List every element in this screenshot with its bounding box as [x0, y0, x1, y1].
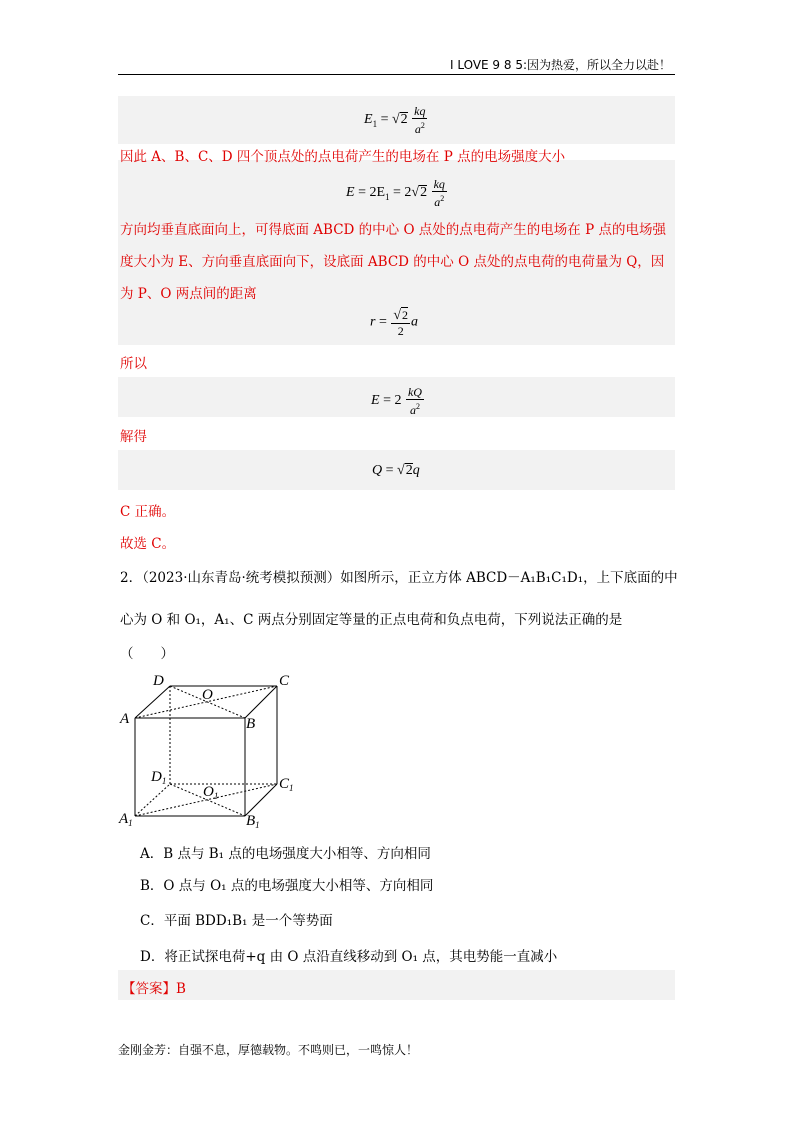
equation-r: r = $\frac{√2}{2}$ a — [370, 308, 419, 338]
label-D: D — [153, 673, 164, 689]
solution-line-4: 为 P、O 两点间的距离 — [120, 286, 257, 302]
label-O: O — [202, 687, 213, 703]
option-a: A．B 点与 B₁ 点的电场强度大小相等、方向相同 — [140, 846, 431, 862]
option-b: B．O 点与 O₁ 点的电场强度大小相等、方向相同 — [140, 878, 434, 894]
solution-line-2: 方向均垂直底面向上，可得底面 ABCD 的中心 O 点处的点电荷产生的电场在 P 点的电场强 — [120, 222, 666, 238]
solution-line-6: 解得 — [120, 429, 147, 445]
label-A1: $A_1$ — [119, 811, 133, 828]
equation-e1: $E_1 = √2$ $\frac{kq}{a^2}$ — [364, 104, 426, 136]
equation-e-kq: E = 2 $\frac{kQ}{a^2}$ — [371, 385, 422, 417]
label-B1: $B_1$ — [246, 813, 260, 830]
solution-line-3: 度大小为 E、方向垂直底面向下，设底面 ABCD 的中心 O 点处的点电荷的电荷量为 Q，因 — [120, 254, 665, 270]
solution-line-8: 故选 C。 — [120, 536, 176, 552]
option-d: D．将正试探电荷+q 由 O 点沿直线移动到 O₁ 点，其电势能一直减小 — [140, 949, 558, 965]
label-D1: $D_1$ — [151, 769, 167, 786]
label-C: C — [279, 673, 290, 689]
label-B: B — [246, 716, 256, 732]
equation-e2: $E = 2E_1 = 2√2$ $\frac{kq}{a^2}$ — [346, 177, 445, 209]
solution-line-1: 因此 A、B、C、D 四个顶点处的点电荷产生的电场在 P 点的电场强度大小 — [120, 149, 566, 165]
page-footer: 金刚金芳：自强不息，厚德载物。不鸣则已，一鸣惊人！ — [118, 1043, 419, 1057]
label-A: A — [120, 711, 130, 727]
solution-line-7: C 正确。 — [120, 504, 176, 520]
solution-line-5: 所以 — [120, 356, 147, 372]
question-line-2: 心为 O 和 O₁，A₁、C 两点分别固定等量的正点电荷和负点电荷，下列说法正确的是 — [120, 612, 623, 628]
label-O1: $O_1$ — [203, 784, 219, 801]
label-C1: $C_1$ — [279, 776, 294, 793]
header-text: I LOVE 9 8 5:因为热爱，所以全力以赴！ — [449, 58, 671, 72]
answer-text: 【答案】B — [122, 981, 186, 997]
question-line-1: 2．（2023·山东青岛·统考模拟预测）如图所示，正立方体 ABCD－A₁B₁C₁D₁，上下底面的中 — [120, 570, 678, 586]
page-header — [118, 54, 675, 75]
question-line-3: （ ） — [120, 646, 174, 662]
option-c: C．平面 BDD₁B₁ 是一个等势面 — [140, 913, 333, 929]
answer-block — [118, 970, 675, 1000]
equation-q: Q = √2q — [372, 463, 420, 478]
cube-figure — [115, 668, 305, 833]
